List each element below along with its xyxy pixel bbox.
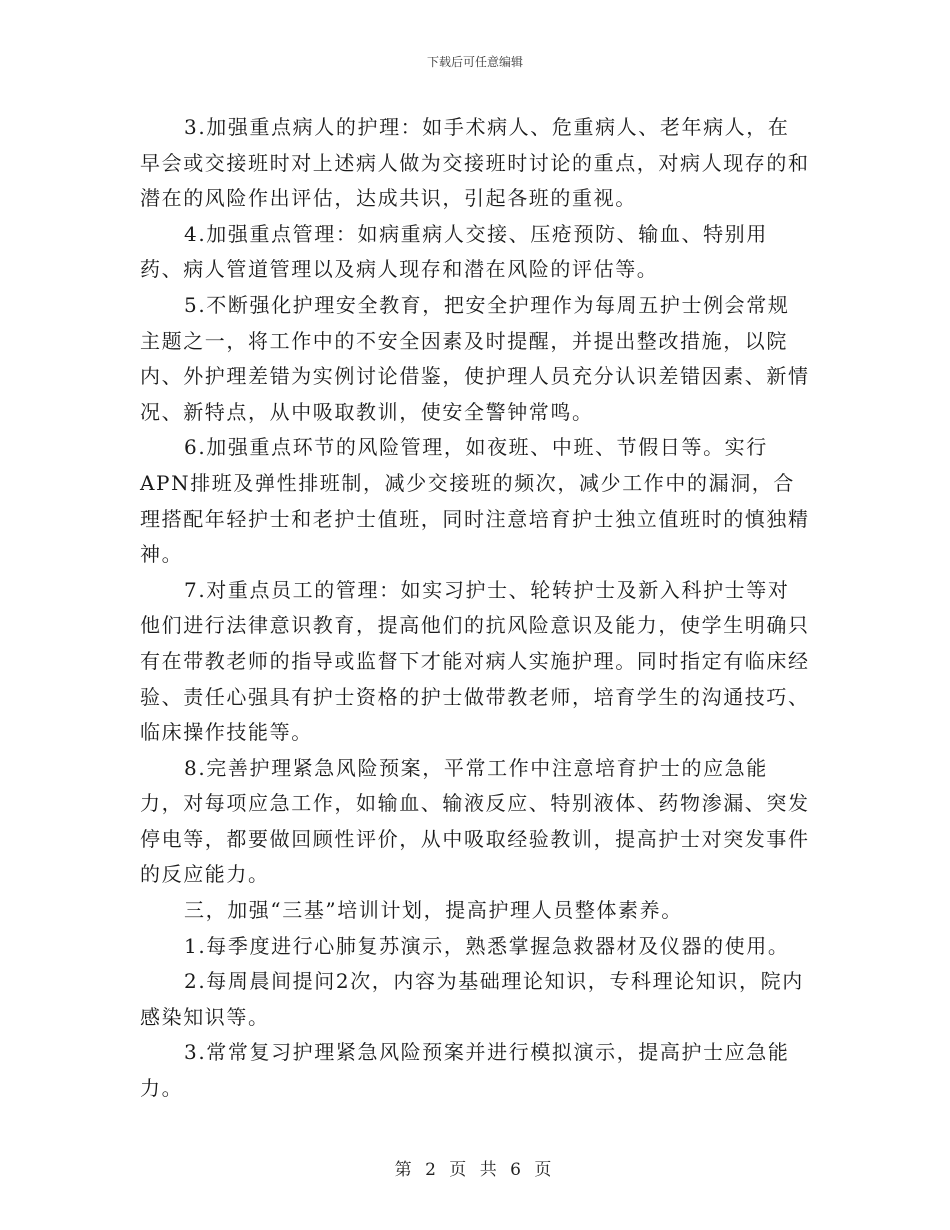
- paragraph-item-7-staff-management: 7.对重点员工的管理：如实习护士、轮转护士及新入科护士等对他们进行法律意识教育，提高他们的抗风险意识及能力，使学生明确只有在带教老师的指导或监督下才能对病人实施护理。同时指定有临床经验、责任心强具有护士资格的护士做带教老师，培育学生的沟通技巧、临床操作技能等。: [140, 577, 810, 745]
- paragraph-item-3-key-patients: 3.加强重点病人的护理：如手术病人、危重病人、老年病人，在早会或交接班时对上述病人做为交接班时讨论的重点，对病人现存的和潜在的风险作出评估，达成共识，引起各班的重视。: [140, 115, 810, 211]
- page-header: 下载后可任意编辑: [426, 55, 523, 69]
- document-body: [140, 110, 810, 1107]
- section-heading-three-basics: 三，加强“三基”培训计划，提高护理人员整体素养。: [184, 898, 683, 923]
- paragraph-item-4-key-management: 4.加强重点管理：如病重病人交接、压疮预防、输血、特别用药、病人管道管理以及病人现存和潜在风险的评估等。: [140, 221, 768, 282]
- paragraph-training-3: 3.常常复习护理紧急风险预案并进行模拟演示，提高护士应急能力。: [140, 1040, 790, 1101]
- paragraph-training-2: 2.每周晨间提问2次，内容为基础理论知识，专科理论知识，院内感染知识等。: [140, 969, 804, 1029]
- page-footer: 第 2 页 共 6 页: [394, 1160, 556, 1180]
- paragraph-item-5-safety-education: 5.不断强化护理安全教育，把安全护理作为每周五护士例会常规主题之一，将工作中的不安全因素及时提醒，并提出整改措施，以院内、外护理差错为实例讨论借鉴，使护理人员充分认识差错因素、新情况、新特点，从中吸取教训，使安全警钟常鸣。: [140, 292, 810, 424]
- paragraph-item-6-risk-management: 6.加强重点环节的风险管理，如夜班、中班、节假日等。实行APN排班及弹性排班制，减少交接班的频次，减少工作中的漏洞，合理搭配年轻护士和老护士值班，同时注意培育护士独立值班时的慎独精神。: [140, 435, 810, 567]
- paragraph-item-8-emergency-plan: 8.完善护理紧急风险预案，平常工作中注意培育护士的应急能力，对每项应急工作，如输血、输液反应、特别液体、药物渗漏、突发停电等，都要做回顾性评价，从中吸取经验教训，提高护士对突发事件的反应能力。: [140, 755, 810, 887]
- paragraph-training-1: 1.每季度进行心肺复苏演示，熟悉掌握急救器材及仪器的使用。: [184, 933, 790, 958]
